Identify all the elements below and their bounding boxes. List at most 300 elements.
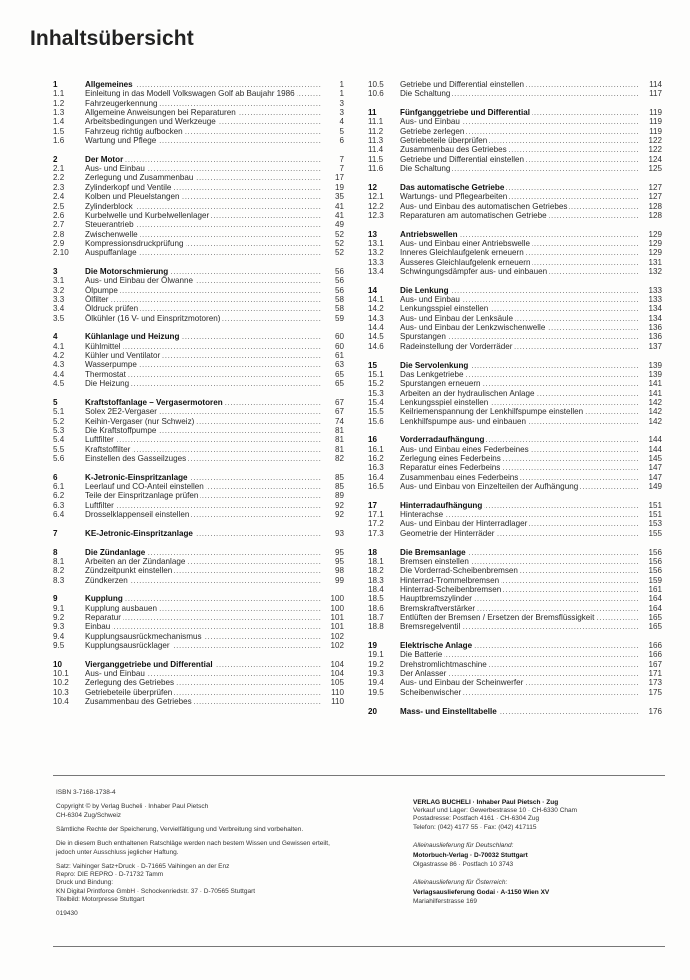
toc-title — [85, 669, 322, 678]
toc-page-number: 105 — [330, 678, 344, 688]
toc-page-number: 85 — [334, 472, 344, 482]
toc-page-number: 137 — [648, 341, 662, 351]
toc-section-row — [368, 604, 662, 613]
toc-title-text: Wartungs- und Pflegearbeiten — [400, 192, 508, 202]
toc-number: 6.4 — [53, 510, 65, 520]
toc-title — [85, 173, 322, 182]
toc-section-row — [368, 332, 662, 341]
toc-section-row — [368, 89, 662, 98]
toc-section-row — [368, 248, 662, 257]
toc-page-number: 119 — [649, 108, 662, 118]
toc-title — [400, 707, 640, 716]
toc-title-text: Kurbelwelle und Kurbelwellenlager — [85, 210, 210, 220]
toc-title-text: Ölkühler (16 V- und Einspritzmotoren) — [85, 313, 221, 323]
toc-chapter — [368, 108, 662, 173]
toc-title — [400, 548, 640, 557]
toc-title — [400, 678, 640, 687]
toc-title — [85, 501, 322, 510]
toc-page-number: 101 — [330, 612, 344, 622]
production-credits — [56, 863, 356, 904]
toc-number: 2.1 — [53, 164, 65, 174]
toc-title-text: Kraftstoffilter — [85, 444, 131, 454]
toc-page-number: 5 — [339, 126, 344, 136]
toc-title — [400, 641, 640, 650]
page-title: Inhaltsübersicht — [30, 27, 194, 50]
toc-page-number: 89 — [334, 491, 344, 501]
druck-credit: KN Digital Printforce GmbH · Schockenriedstr. 37 · D-70565 Stuttgart — [56, 887, 256, 895]
toc-number: 18 — [368, 547, 378, 557]
toc-chapter-row — [53, 332, 344, 341]
toc-title-text: Getriebeteile überprüfen — [400, 136, 488, 146]
toc-section-row — [53, 202, 344, 211]
toc-title-text: Getriebe und Differential einstellen — [400, 80, 525, 89]
toc-title — [85, 604, 322, 613]
toc-title — [400, 650, 640, 659]
toc-number: 3.5 — [53, 313, 65, 323]
copyright — [56, 803, 356, 819]
toc-title-text: Scheibenwischer — [400, 687, 462, 697]
toc-title-text: Aus- und Einbau von Einzelteilen der Aufhängung — [400, 482, 579, 492]
toc-section-row — [53, 510, 344, 519]
toc-section-row — [53, 183, 344, 192]
toc-title — [400, 89, 640, 98]
toc-chapter — [368, 286, 662, 351]
toc-section-row — [368, 155, 662, 164]
toc-chapter — [53, 660, 344, 707]
toc-page-number: 124 — [648, 154, 662, 164]
toc-number: 10.3 — [53, 687, 69, 697]
toc-page-number: 101 — [330, 622, 344, 632]
toc-title — [400, 155, 640, 164]
toc-title — [85, 164, 322, 173]
toc-title-text: Allgemeines — [85, 80, 133, 89]
toc-page-number: 104 — [330, 669, 344, 679]
toc-section-row — [53, 295, 344, 304]
toc-number: 2 — [53, 154, 58, 164]
toc-title — [85, 295, 322, 304]
toc-title — [400, 342, 640, 351]
toc-number: 11.4 — [368, 145, 384, 155]
toc-title — [85, 426, 322, 435]
toc-page-number: 114 — [649, 80, 662, 89]
toc-page-number: 3 — [339, 98, 344, 108]
toc-section-row — [368, 688, 662, 697]
toc-number: 3.1 — [53, 276, 65, 286]
toc-title-text: Hinterrad-Trommelbremsen — [400, 575, 500, 585]
toc-number: 9 — [53, 594, 58, 604]
toc-title-text: KE-Jetronic-Einspritzanlage — [85, 528, 193, 538]
toc-title-text: Keilriemenspannung der Lenkhilfspumpe einstellen — [400, 407, 584, 417]
toc-page-number: 131 — [648, 257, 662, 267]
toc-title — [400, 127, 640, 136]
toc-title — [85, 379, 322, 388]
toc-title-text: Reparatur eines Federbeins — [400, 463, 501, 473]
toc-section-row — [53, 351, 344, 360]
toc-page-number: 156 — [648, 566, 662, 576]
toc-title-text: Steuerantrieb — [85, 220, 134, 230]
toc-title — [400, 688, 640, 697]
toc-section-row — [53, 697, 344, 706]
toc-page-number: 122 — [648, 145, 662, 155]
toc-page-number: 159 — [648, 575, 662, 585]
toc-title-text: Entlüften der Bremsen / Ersetzen der Bremsflüssigkeit — [400, 612, 595, 622]
toc-title-text: Aus- und Einbau der Hinterradlager — [400, 519, 528, 529]
toc-page-number: 127 — [648, 192, 662, 202]
toc-title — [400, 398, 640, 407]
toc-title-text: Der Anlasser — [400, 669, 447, 679]
toc-number: 11 — [368, 108, 377, 118]
toc-title-text: Getriebe zerlegen — [400, 126, 465, 136]
toc-page-number: 132 — [648, 267, 662, 277]
toc-page-number: 52 — [334, 248, 344, 258]
toc-title — [85, 435, 322, 444]
toc-number: 19.3 — [368, 669, 384, 679]
toc-page-number: 173 — [648, 678, 662, 688]
toc-title — [400, 529, 640, 538]
de-address: Olgastrasse 86 · Postfach 10 3743 — [413, 861, 514, 869]
toc-section-row — [53, 127, 344, 136]
toc-title — [85, 192, 322, 201]
toc-number: 16.4 — [368, 472, 384, 482]
toc-number: 4 — [53, 332, 58, 342]
toc-title-text: Leerlauf und CO-Anteil einstellen — [85, 482, 204, 492]
toc-section-row — [53, 360, 344, 369]
distribution-germany — [413, 842, 673, 869]
toc-title-text: Solex 2E2-Vergaser — [85, 407, 157, 417]
toc-section-row — [53, 117, 344, 126]
toc-title-text: Aus- und Einbau eines Federbeines — [400, 444, 529, 454]
toc-number: 11.2 — [368, 126, 384, 136]
toc-number: 7 — [53, 528, 58, 538]
toc-title — [85, 351, 322, 360]
toc-title — [85, 80, 322, 89]
toc-title-text: Kompressionsdruckprüfung — [85, 238, 184, 248]
toc-section-row — [53, 99, 344, 108]
toc-title — [400, 80, 640, 89]
toc-title — [400, 361, 640, 370]
toc-number: 2.7 — [53, 220, 65, 230]
toc-section-row — [368, 370, 662, 379]
toc-section-row — [368, 239, 662, 248]
toc-page-number: 60 — [334, 341, 344, 351]
copyright-line-2: CH-6304 Zug/Schweiz — [56, 811, 122, 819]
toc-section-row — [53, 445, 344, 454]
toc-title-text: Die Heizung — [85, 379, 130, 389]
toc-title — [85, 127, 322, 136]
toc-section-row — [368, 192, 662, 201]
toc-section-row — [53, 632, 344, 641]
toc-section-row — [53, 286, 344, 295]
toc-title-text: Hinterachse — [400, 510, 444, 520]
toc-title — [85, 688, 322, 697]
toc-page-number: 110 — [331, 687, 344, 697]
toc-chapter-row — [368, 230, 662, 239]
toc-title-text: Kraftstoffanlage – Vergasermotoren — [85, 397, 223, 407]
toc-title — [400, 248, 640, 257]
toc-page-number: 1 — [339, 89, 344, 99]
toc-title-text: Bremsen einstellen — [400, 556, 469, 566]
toc-title-text: Zerlegung des Getriebes — [85, 678, 175, 688]
toc-title — [85, 248, 322, 257]
toc-title-text: Getriebeteile überprüfen — [85, 687, 173, 697]
toc-page-number: 129 — [648, 238, 662, 248]
toc-title-text: Teile der Einspritzanlage prüfen — [85, 491, 199, 501]
toc-chapter — [53, 398, 344, 463]
toc-title — [85, 697, 322, 706]
toc-title — [400, 501, 640, 510]
toc-section-row — [53, 482, 344, 491]
toc-section-row — [53, 407, 344, 416]
toc-chapter-row — [53, 473, 344, 482]
toc-number: 3.3 — [53, 295, 65, 304]
toc-page-number: 129 — [648, 229, 662, 239]
toc-title-text: Kolben und Pleuelstangen — [85, 192, 180, 202]
toc-title — [85, 99, 322, 108]
toc-page-number: 58 — [334, 295, 344, 304]
toc-title — [400, 613, 640, 622]
toc-title — [400, 622, 640, 631]
toc-title — [400, 669, 640, 678]
toc-page-number: 104 — [330, 659, 344, 669]
toc-title-text: Die Batterie — [400, 650, 443, 660]
toc-chapter — [368, 707, 662, 716]
isbn: ISBN 3-7168-1738-4 — [56, 789, 116, 796]
print-code: 019430 — [56, 910, 78, 918]
toc-number: 15.4 — [368, 397, 384, 407]
toc-number: 4.1 — [53, 341, 65, 351]
toc-title — [85, 239, 322, 248]
toc-number: 14.1 — [368, 295, 384, 305]
copyright-line-1: Copyright © by Verlag Bucheli · Inhaber Paul Pietsch — [56, 803, 209, 811]
toc-number: 1.6 — [53, 136, 65, 146]
toc-section-row — [53, 136, 344, 145]
toc-number: 19.1 — [368, 650, 384, 660]
toc-chapter — [368, 80, 662, 99]
toc-number: 13.3 — [368, 257, 384, 267]
toc-section-row — [53, 688, 344, 697]
toc-section-row — [368, 613, 662, 622]
toc-section-row — [368, 585, 662, 594]
toc-page-number: 95 — [334, 547, 344, 557]
toc-section-row — [368, 202, 662, 211]
toc-title-text: Zündkerzen — [85, 575, 128, 585]
toc-number: 15 — [368, 360, 378, 370]
toc-number: 11.5 — [368, 154, 384, 164]
toc-title-text: Der Motor — [85, 154, 124, 164]
toc-section-row — [368, 463, 662, 472]
toc-title-text: Aus- und Einbau der Scheinwerfer — [400, 678, 524, 688]
toc-number: 1.4 — [53, 117, 65, 127]
toc-section-row — [368, 529, 662, 538]
toc-number: 14.6 — [368, 341, 384, 351]
toc-page-number: 119 — [649, 126, 662, 136]
toc-number: 18.8 — [368, 622, 384, 632]
toc-title-text: Fahrzeugerkennung — [85, 98, 158, 108]
toc-section-row — [368, 398, 662, 407]
toc-title-text: Reparatur — [85, 612, 121, 622]
toc-section-row — [368, 594, 662, 603]
toc-number: 2.8 — [53, 229, 65, 239]
toc-title-text: Kupplung ausbauen — [85, 603, 158, 613]
toc-title — [400, 192, 640, 201]
toc-chapter-row — [53, 548, 344, 557]
toc-number: 10.1 — [53, 669, 69, 679]
toc-page-number: 151 — [648, 510, 662, 520]
toc-chapter-row — [53, 398, 344, 407]
distribution-austria — [413, 879, 673, 906]
toc-page-number: 134 — [648, 304, 662, 314]
toc-page-number: 153 — [648, 519, 662, 529]
toc-section-row — [368, 407, 662, 416]
divider-top — [53, 775, 665, 776]
toc-page-number: 81 — [334, 444, 344, 454]
toc-title — [85, 417, 322, 426]
satz-credit: Satz: Vaihinger Satz+Druck · D-71665 Vaihingen an der Enz — [56, 862, 230, 870]
toc-page-number: 141 — [648, 379, 662, 389]
toc-title-text: Thermostat — [85, 369, 126, 379]
toc-number: 18.4 — [368, 584, 384, 594]
toc-title — [85, 454, 322, 463]
toc-section-row — [53, 566, 344, 575]
toc-page-number: 110 — [331, 697, 344, 707]
toc-number: 18.1 — [368, 556, 384, 566]
toc-title — [400, 445, 640, 454]
toc-chapter — [53, 594, 344, 650]
publisher-sales: Verkauf und Lager: Gewerbestrasse 10 · CH-6330 Cham — [413, 807, 578, 815]
toc-title — [400, 108, 640, 117]
toc-page-number: 142 — [648, 407, 662, 417]
toc-title — [85, 622, 322, 631]
toc-title — [85, 613, 322, 622]
toc-title — [85, 230, 322, 239]
toc-page-number: 92 — [334, 510, 344, 520]
toc-section-row — [368, 342, 662, 351]
toc-chapter-row — [368, 435, 662, 444]
toc-number: 5.1 — [53, 407, 65, 417]
toc-title-text: Das automatische Getriebe — [400, 182, 505, 192]
toc-section-row — [53, 491, 344, 500]
toc-number: 12.1 — [368, 192, 384, 202]
toc-section-row — [53, 622, 344, 631]
toc-section-row — [368, 454, 662, 463]
toc-page-number: 41 — [334, 201, 344, 211]
toc-title-text: Aus- und Einbau des automatischen Getriebes — [400, 201, 568, 211]
toc-section-row — [368, 80, 662, 89]
toc-page-number: 129 — [648, 248, 662, 258]
disclaimer-line-2: jedoch unter Ausschluss jeglicher Haftung. — [56, 848, 179, 856]
toc-page-number: 145 — [648, 454, 662, 464]
toc-section-row — [53, 108, 344, 117]
toc-page-number: 151 — [648, 500, 662, 510]
toc-page-number: 56 — [334, 276, 344, 286]
toc-number: 2.2 — [53, 173, 65, 183]
toc-section-row — [368, 145, 662, 154]
toc-number: 2.3 — [53, 182, 65, 192]
toc-title-text: Hinterradaufhängung — [400, 500, 483, 510]
toc-page-number: 85 — [334, 482, 344, 492]
toc-chapter — [368, 183, 662, 220]
toc-title — [400, 202, 640, 211]
toc-chapter-row — [53, 267, 344, 276]
toc-page-number: 119 — [649, 117, 662, 127]
toc-title-text: Spurstangen erneuern — [400, 379, 481, 389]
toc-page-number: 139 — [648, 360, 662, 370]
toc-chapter — [53, 548, 344, 585]
toc-number: 10.2 — [53, 678, 69, 688]
toc-section-row — [53, 192, 344, 201]
toc-title-text: Aus- und Einbau der Ölwanne — [85, 276, 193, 286]
toc-title-text: Mass- und Einstelltabelle — [400, 706, 497, 716]
toc-number: 19 — [368, 641, 378, 651]
toc-title — [85, 276, 322, 285]
toc-chapter — [368, 501, 662, 538]
toc-number: 5.6 — [53, 453, 65, 463]
toc-section-row — [368, 660, 662, 669]
disclaimer — [56, 840, 356, 856]
toc-number: 6.2 — [53, 491, 65, 501]
toc-number: 13.1 — [368, 238, 384, 248]
toc-page-number: 136 — [648, 323, 662, 333]
toc-title-text: Zerlegung eines Federbeins — [400, 454, 501, 464]
toc-title — [400, 286, 640, 295]
toc-page-number: 93 — [334, 528, 344, 538]
toc-title-text: Die Lenkung — [400, 285, 449, 295]
toc-title-text: Schwingungsdämpfer aus- und einbauen — [400, 267, 548, 277]
toc-title — [400, 566, 640, 575]
toc-number: 8.2 — [53, 566, 65, 576]
toc-section-row — [53, 304, 344, 313]
toc-page-number: 165 — [648, 622, 662, 632]
toc-title-text: Einleitung in das Modell Volkswagen Golf ab Baujahr 1986 — [85, 89, 295, 99]
toc-page-number: 3 — [339, 108, 344, 118]
toc-page-number: 117 — [649, 89, 662, 99]
toc-title — [85, 267, 322, 276]
toc-title — [400, 230, 640, 239]
toc-title-text: Wasserpumpe — [85, 360, 137, 370]
toc-title-text: Vierganggetriebe und Differential — [85, 659, 213, 669]
toc-title — [400, 211, 640, 220]
divider-bottom — [53, 946, 665, 947]
toc-page-number: 142 — [648, 416, 662, 426]
toc-title — [400, 407, 640, 416]
toc-number: 2.10 — [53, 248, 69, 258]
publisher-phone: Telefon: (042) 4177 55 · Fax: (042) 417115 — [413, 823, 537, 831]
toc-title — [85, 332, 322, 341]
toc-title — [85, 660, 322, 669]
toc-chapter — [368, 230, 662, 277]
toc-title-text: Einstellen des Gasseilzuges — [85, 453, 187, 463]
toc-number: 19.5 — [368, 687, 384, 697]
toc-page-number: 102 — [330, 641, 344, 650]
toc-title — [400, 510, 640, 519]
toc-number: 15.5 — [368, 407, 384, 417]
toc-title-text: Hinterrad-Scheibenbremsen — [400, 584, 502, 594]
toc-number: 16.5 — [368, 482, 384, 492]
toc-section-row — [53, 641, 344, 650]
toc-page-number: 56 — [334, 266, 344, 276]
toc-title — [85, 360, 322, 369]
toc-page-number: 81 — [334, 435, 344, 445]
toc-number: 4.3 — [53, 360, 65, 370]
toc-number: 2.5 — [53, 201, 65, 211]
toc-chapter-row — [368, 641, 662, 650]
toc-title-text: Zündzeitpunkt einstellen — [85, 566, 173, 576]
toc-title-text: Kühler und Ventilator — [85, 351, 161, 361]
toc-page-number: 4 — [339, 117, 344, 127]
toc-title — [400, 136, 640, 145]
toc-title — [85, 557, 322, 566]
toc-title-text: Allgemeine Anweisungen bei Reparaturen — [85, 108, 236, 118]
